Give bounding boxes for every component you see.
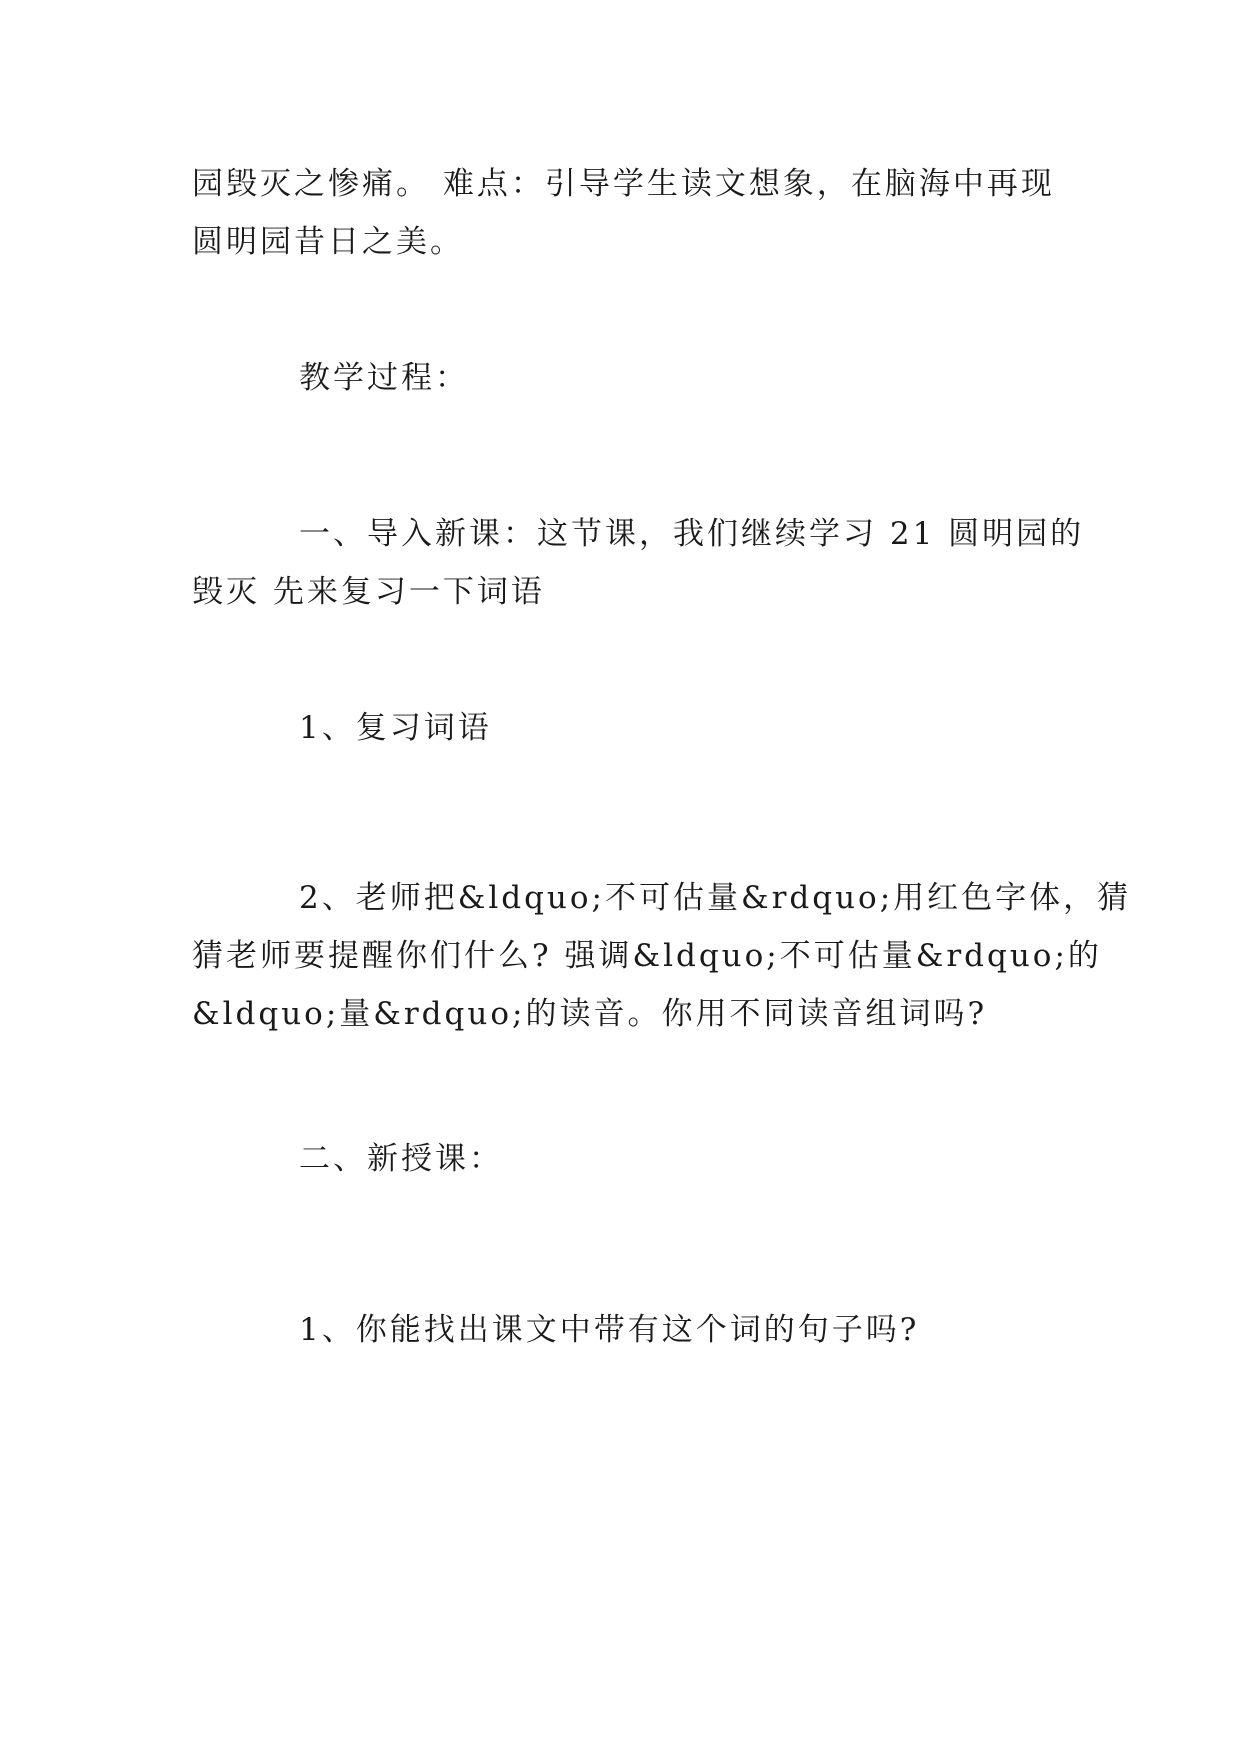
text-line: &ldquo;量&rdquo;的读音。你用不同读音组词吗? — [192, 996, 988, 1032]
text-line: 二、新授课： — [299, 1141, 503, 1177]
text-line: 2、老师把&ldquo;不可估量&rdquo;用红色字体，猜 — [299, 880, 1132, 916]
text-line: 猜老师要提醒你们什么? 强调&ldquo;不可估量&rdquo;的 — [192, 938, 1102, 974]
heading-new-lesson — [192, 1130, 1052, 1188]
text-line: 1、复习词语 — [299, 710, 492, 746]
paragraph-teacher-prompt — [192, 869, 1132, 1043]
text-line: 教学过程： — [299, 360, 469, 396]
text-line: 1、你能找出课文中带有这个词的句子吗? — [299, 1312, 920, 1348]
heading-teaching-process — [192, 349, 1052, 407]
paragraph-review-words — [192, 699, 1052, 757]
text-line: 园毁灭之惨痛。 难点：引导学生读文想象，在脑海中再现 — [192, 166, 1055, 202]
paragraph-key-points — [192, 155, 1055, 271]
text-line: 毁灭 先来复习一下词语 — [192, 574, 545, 610]
paragraph-find-sentences — [192, 1301, 1052, 1359]
paragraph-introduction — [192, 505, 1085, 621]
text-line: 圆明园昔日之美。 — [192, 224, 464, 260]
text-line: 一、导入新课：这节课，我们继续学习 21 圆明园的 — [299, 516, 1085, 552]
